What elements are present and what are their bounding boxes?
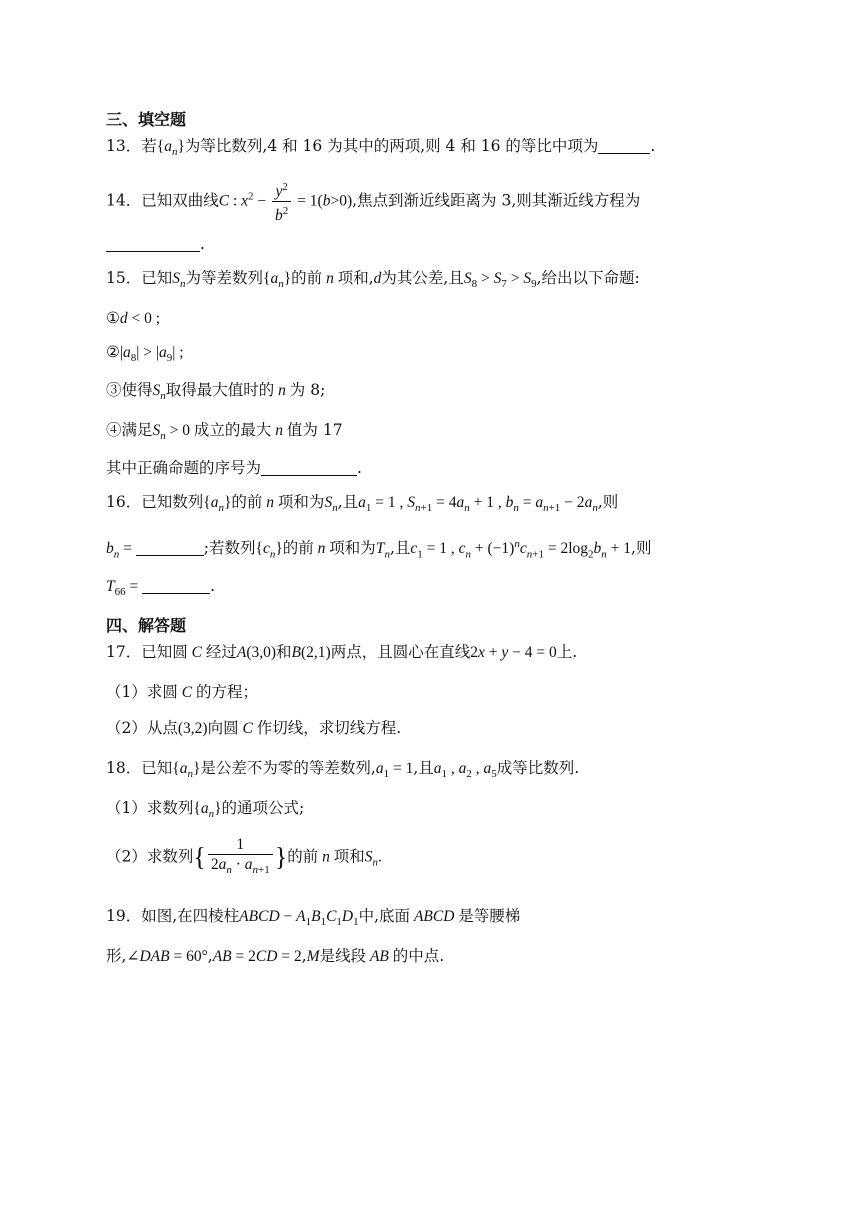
question-17-part-2: （2）从点(3,2)向圆 C 作切线，求切线方程.: [106, 719, 402, 737]
section-heading-fill-in: 三、填空题: [106, 110, 187, 129]
answer-blank[interactable]: [598, 139, 650, 154]
question-15-option-1: ①d < 0 ;: [106, 309, 161, 327]
question-19: 19．如图,在四棱柱ABCD − $A_1B_1C_1D_1$中,底面 ABCD 是等腰梯: [106, 907, 521, 929]
question-number: 13．: [106, 137, 142, 155]
question-16: 16．已知数列$\{a_n\}$的前 n 项和为$S_n$,且$a_1 = 1$ , $S_{n+1} = 4a_n + 1$ , $b_n = a_{n+1} - 2a_n$,则: [106, 493, 619, 515]
answer-blank[interactable]: [261, 461, 357, 476]
question-18-part-1: （1）求数列$\{a_n\}$的通项公式;: [106, 799, 305, 821]
question-number: 19．: [106, 907, 142, 925]
answer-blank[interactable]: [106, 237, 200, 252]
question-number: 16．: [106, 493, 142, 511]
question-14: 14．已知双曲线C : $x^2$ − $\frac{y^2}{b^2}$ = 1(b>0),焦点到渐近线距离为 3,则其渐近线方程为: [106, 178, 640, 225]
question-15-final: 其中正确命题的序号为 .: [106, 459, 362, 477]
fraction: $\frac{1}{2a_n \cdot a_{n+1}}$: [208, 836, 273, 879]
question-13: 13．若$\{a_n\}$为等比数列,4 和 16 为其中的两项,则 4 和 16 的等比中项为 .: [106, 137, 656, 159]
answer-blank[interactable]: [142, 579, 210, 594]
question-18-part-2: （2）求数列{ $\frac{1}{2a_n \cdot a_{n+1}}$ }的前 n 项和$S_n$.: [106, 836, 382, 881]
question-number: 15．: [106, 269, 142, 287]
question-15-option-3: ③使得$S_n$取得最大值时的 n 为 8;: [106, 381, 326, 403]
question-18: 18．已知$\{a_n\}$是公差不为零的等差数列$,a_1 = 1$,且$a_1$ , $a_2$ , $a_5$成等比数列.: [106, 759, 580, 781]
question-14-line2: .: [106, 232, 205, 256]
question-17-part-1: （1）求圆 C 的方程；: [106, 683, 258, 701]
question-15-option-2: $②|a_8| > |a_9|$ ;: [106, 343, 184, 365]
question-number: 17．: [106, 643, 142, 661]
question-16-line3: $T_{66}$ = .: [106, 577, 216, 599]
question-number: 14．: [106, 191, 142, 210]
fraction: $\frac{y^2}{b^2}$: [272, 178, 291, 225]
question-16-line2: $b_n$ = ;若数列$\{c_n\}$的前 n 项和为$T_n$,且$c_1 = 1$ , $c_n + (-1)^nc_{n+1} = 2\log_2b_n + 1$,则: [106, 538, 652, 561]
question-number: 18．: [106, 759, 142, 777]
question-19-line2: 形,∠DAB = 60°,AB = 2CD = 2,M是线段 AB 的中点.: [106, 947, 445, 965]
answer-blank[interactable]: [136, 541, 204, 556]
question-15-option-4: ④满足$S_n > 0$ 成立的最大 n 值为 17: [106, 421, 343, 443]
question-17: 17．已知圆 C 经过A(3,0)和B(2,1)两点，且圆心在直线2x + y − 4 = 0上.: [106, 643, 578, 661]
question-15: 15．已知$S_n$为等差数列$\{a_n\}$的前 n 项和,d为其公差,且$S_8 > S_7 > S_9$,给出以下命题:: [106, 269, 640, 291]
section-heading-answer: 四、解答题: [106, 616, 187, 635]
